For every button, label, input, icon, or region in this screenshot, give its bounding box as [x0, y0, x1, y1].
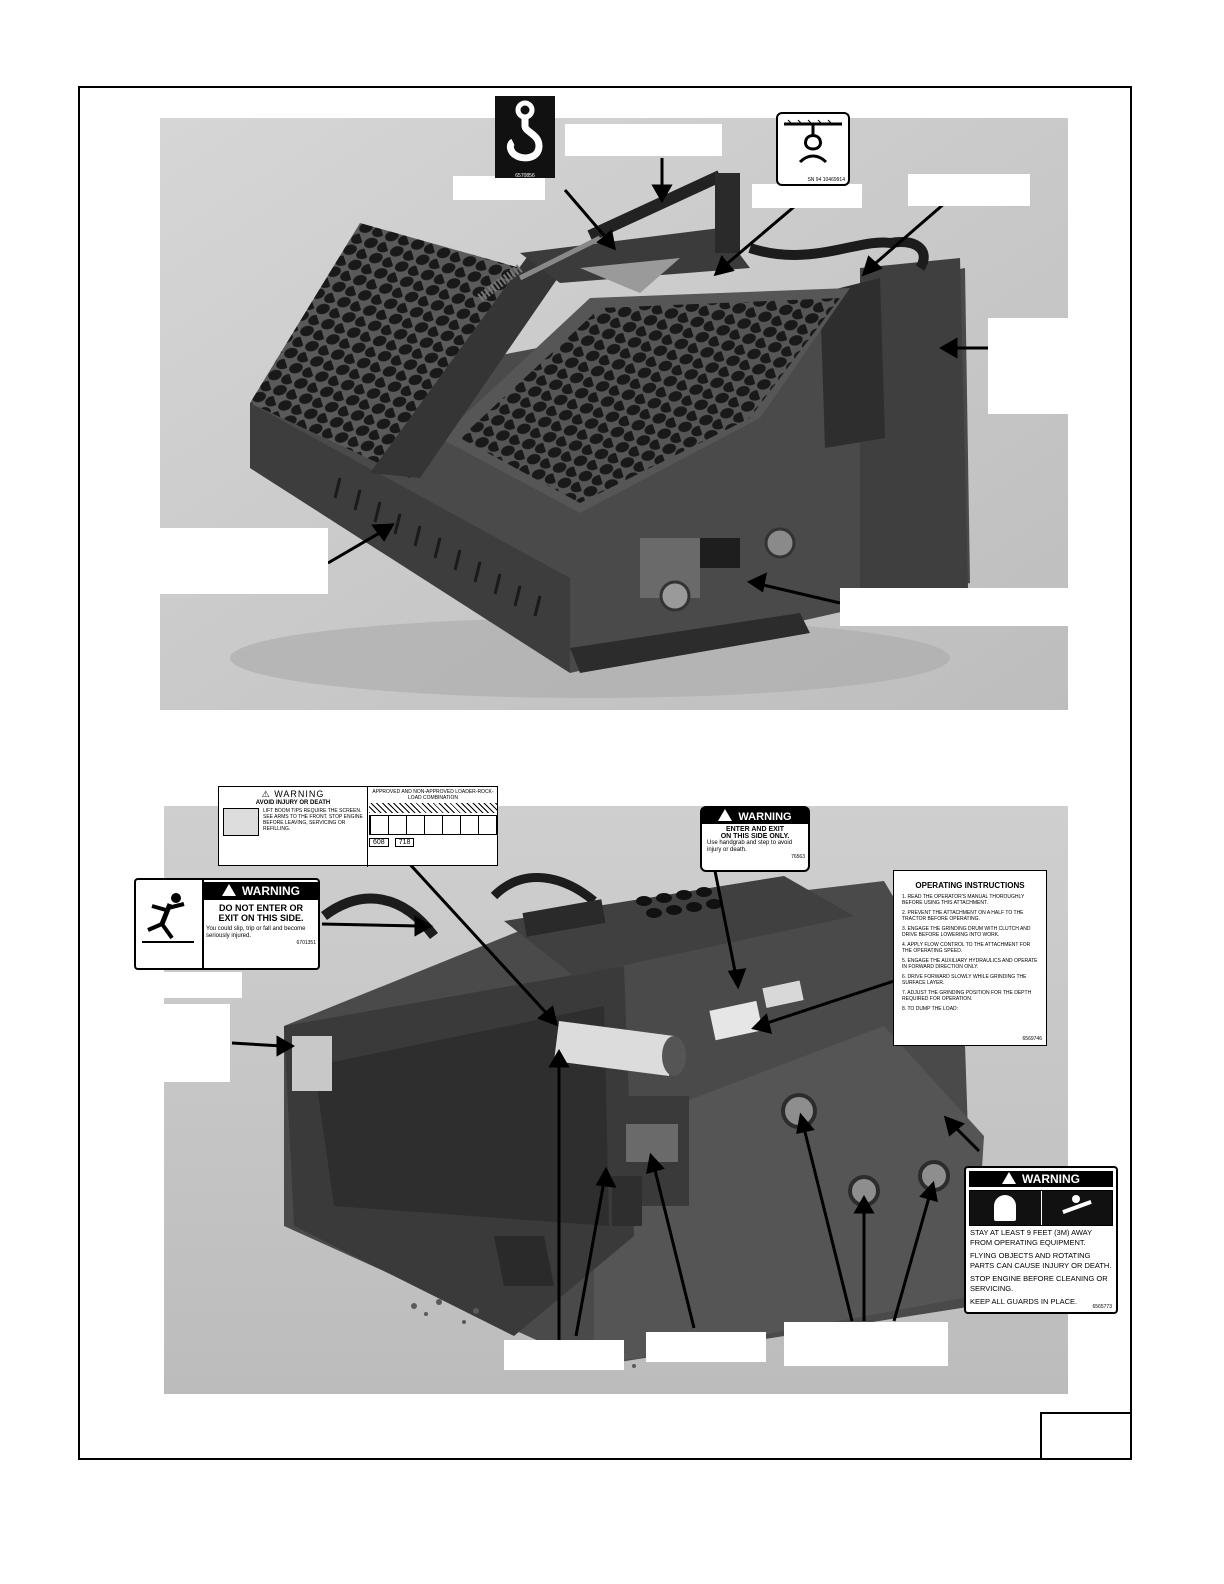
instruction-item: 6. DRIVE FORWARD SLOWLY WHILE GRINDING THE SURFACE LAYER. — [902, 974, 1027, 986]
callout-label-blank — [988, 318, 1068, 414]
page-number-box — [1040, 1412, 1132, 1460]
instruction-item: 1. READ THE OPERATOR'S MANUAL THOROUGHLY BEFORE USING THIS ATTACHMENT. — [902, 894, 1025, 906]
enter-exit-line1: ENTER AND EXIT — [725, 826, 785, 833]
do-not-enter-warning-decal — [134, 878, 320, 970]
enter-exit-line2: ON THIS SIDE ONLY. — [720, 833, 790, 840]
approved-decal-right-heading: APPROVED AND NON-APPROVED LOADER-ROCK-LOAD COMBINATION — [372, 789, 494, 801]
flying-objects-icon — [1042, 1191, 1113, 1225]
callout-label-blank — [908, 174, 1030, 206]
enter-exit-line3: Use handgrab and step to avoid injury or death. — [707, 840, 793, 853]
callout-label-blank — [565, 124, 722, 156]
callout-label-blank — [646, 1332, 766, 1362]
do-not-enter-line1: DO NOT ENTER OR — [218, 903, 303, 913]
operating-instructions-code: 6569746 — [1022, 1036, 1042, 1042]
approved-decal-subheading: AVOID INJURY OR DEATH — [255, 800, 331, 806]
stay-away-item: STAY AT LEAST 9 FEET (3M) AWAY FROM OPERATING EQUIPMENT. — [970, 1228, 1092, 1247]
warning-triangle-icon — [222, 884, 236, 896]
callout-label-blank — [752, 184, 862, 208]
safety-distance-icon — [970, 1191, 1042, 1225]
approved-decal-heading: WARNING — [274, 789, 325, 799]
callout-label-blank — [784, 1322, 948, 1366]
enter-exit-heading: WARNING — [738, 811, 792, 823]
tie-down-icon — [778, 114, 848, 174]
callout-label-blank — [164, 1004, 230, 1082]
instruction-item: 8. TO DUMP THE LOAD: — [902, 1006, 959, 1012]
warning-triangle-icon — [718, 809, 732, 821]
hook-decal-code: 6570856 — [515, 173, 535, 179]
callout-label-blank — [840, 588, 1068, 626]
enter-exit-code: 76563 — [791, 854, 805, 860]
instruction-item: 7. ADJUST THE GRINDING POSITION FOR THE DEPTH REQUIRED FOR OPERATION. — [902, 990, 1032, 1002]
approved-decal-hatch — [369, 803, 497, 813]
tie-down-decal-code: SN 94 10469914 — [807, 177, 845, 183]
approved-decal-value-2: 718 — [395, 838, 415, 847]
approved-decal-table — [369, 815, 497, 835]
do-not-enter-line3: You could slip, trip or fall and become seriously injured. — [206, 926, 306, 939]
stay-away-item: FLYING OBJECTS AND ROTATING PARTS CAN CAUSE INJURY OR DEATH. — [970, 1251, 1112, 1270]
enter-exit-warning-decal — [700, 806, 810, 872]
slip-fall-icon — [136, 880, 204, 968]
instruction-item: 3. ENGAGE THE GRINDING DRUM WITH CLUTCH AND DRIVE BEFORE LOWERING INTO WORK. — [902, 926, 1031, 938]
operator-hazard-icon — [223, 808, 259, 836]
callout-label-blank — [160, 528, 328, 594]
lifting-hook-icon — [495, 96, 555, 168]
do-not-enter-heading: WARNING — [242, 884, 300, 898]
callout-label-blank — [453, 176, 545, 200]
stay-away-code: 6565773 — [1092, 1304, 1112, 1310]
tie-down-decal — [776, 112, 850, 186]
slip-fall-icon-svg — [136, 880, 202, 968]
do-not-enter-code: 6701351 — [296, 940, 316, 946]
approved-decal-value-1: 608 — [369, 838, 389, 847]
stay-away-heading: WARNING — [1022, 1172, 1080, 1186]
stay-away-warning-decal — [964, 1166, 1118, 1314]
lifting-hook-decal — [495, 96, 555, 178]
operating-instructions-heading: OPERATING INSTRUCTIONS — [915, 881, 1025, 890]
instruction-item: 2. PREVENT THE ATTACHMENT ON A HALF TO THE TRACTOR BEFORE OPERATING. — [902, 910, 1024, 922]
callout-label-blank — [164, 972, 242, 998]
approved-combination-warning-decal — [218, 786, 498, 866]
warning-triangle-icon: ⚠ — [261, 789, 271, 799]
operating-instructions-decal — [893, 870, 1047, 1046]
do-not-enter-line2: EXIT ON THIS SIDE. — [218, 913, 304, 923]
approved-decal-body: LIFT BOOM TIPS REQUIRE THE SCREEN. SEE ARMS TO THE FRONT. STOP ENGINE BEFORE LEAVING, SERVICING OR REFILLING. — [263, 808, 363, 832]
stay-away-item: KEEP ALL GUARDS IN PLACE. — [970, 1297, 1078, 1306]
warning-triangle-icon — [1002, 1172, 1016, 1184]
stay-away-item: STOP ENGINE BEFORE CLEANING OR SERVICING. — [970, 1274, 1108, 1293]
instruction-item: 4. APPLY FLOW CONTROL TO THE ATTACHMENT FOR THE OPERATING SPEED. — [902, 942, 1031, 954]
instruction-item: 5. ENGAGE THE AUXILIARY HYDRAULICS AND OPERATE IN FORWARD DIRECTION ONLY. — [902, 958, 1038, 970]
callout-label-blank — [504, 1340, 624, 1370]
